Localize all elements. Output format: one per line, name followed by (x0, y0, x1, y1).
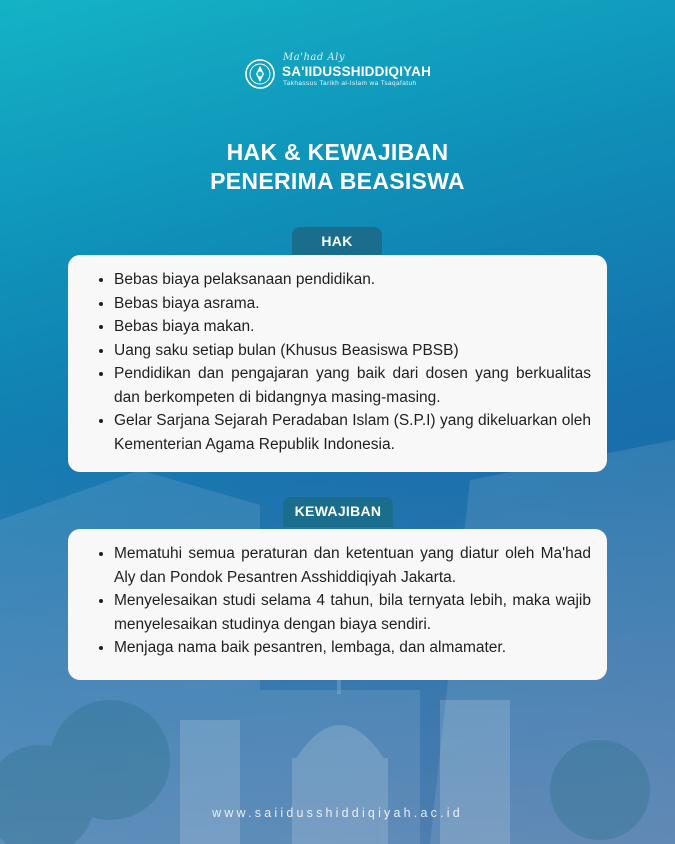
hak-card (68, 255, 607, 472)
logo-tagline: Takhassus Tarikh al-Islam wa Tsaqafatuh (283, 80, 417, 87)
hak-list-item: • Bebas biaya makan. (114, 315, 591, 339)
hak-label-tab: HAK (292, 227, 382, 257)
hak-list (96, 268, 591, 456)
hak-list-item: • Bebas biaya asrama. (114, 292, 591, 316)
hak-list-item: • Gelar Sarjana Sejarah Peradaban Islam (S.P.I) yang dikeluarkan oleh Kementerian Agama Republik Indonesia. (114, 409, 591, 456)
logo-name: SA'IIDUSSHIDDIQIYAH (282, 64, 432, 79)
hak-list-item: • Pendidikan dan pengajaran yang baik dari dosen yang berkualitas dan berkompeten di bidangnya masing-masing. (114, 362, 591, 409)
emblem-icon (245, 59, 275, 89)
logo-script-text: Ma'had Aly (283, 52, 346, 63)
hak-list-item: • Bebas biaya pelaksanaan pendidikan. (114, 268, 591, 292)
brand-logo (245, 52, 445, 92)
kewajiban-list-item: • Menjaga nama baik pesantren, lembaga, dan almamater. (114, 636, 591, 660)
kewajiban-list (96, 542, 591, 660)
page-title-line-1: HAK & KEWAJIBAN (226, 139, 449, 165)
kewajiban-list-item: • Menyelesaikan studi selama 4 tahun, bila ternyata lebih, maka wajib menyelesaikan studinya dengan biaya sendiri. (114, 589, 591, 636)
page-title (0, 138, 675, 196)
page-title-line-2: PENERIMA BEASISWA (210, 168, 465, 194)
website-url: www.saiidusshiddiqiyah.ac.id (212, 806, 463, 820)
kewajiban-card (68, 529, 607, 680)
hak-list-item: • Uang saku setiap bulan (Khusus Beasiswa PBSB) (114, 339, 591, 363)
kewajiban-label-tab: KEWAJIBAN (283, 497, 393, 527)
kewajiban-list-item: • Mematuhi semua peraturan dan ketentuan yang diatur oleh Ma'had Aly dan Pondok Pesantren Asshiddiqiyah Jakarta. (114, 542, 591, 589)
